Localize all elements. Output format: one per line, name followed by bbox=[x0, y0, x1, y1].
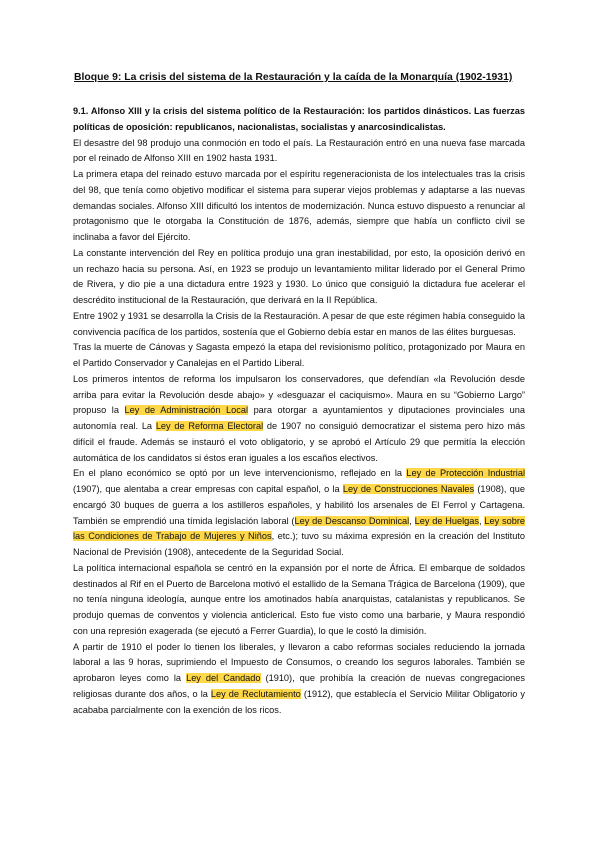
paragraph-9-text-c: (1912), que establecía el Servicio Militar Obligatorio y acababa parcialmente con la exención de los ricos. bbox=[73, 688, 525, 715]
highlight-ley-reforma-electoral: Ley de Reforma Electoral bbox=[155, 421, 264, 431]
highlight-ley-construcciones-navales: Ley de Construcciones Navales bbox=[342, 484, 475, 494]
highlight-ley-candado: Ley del Candado bbox=[186, 673, 261, 683]
section-heading: 9.1. Alfonso XIII y la crisis del sistema político de la Restauración: los partidos dinásticos. Las fuerzas políticas de oposición: republicanos, nacionalistas, socialistas y anarcosindicalistas. bbox=[73, 106, 525, 132]
paragraph-7-text-b: (1907), que alentaba a crear empresas con capital español, o la bbox=[73, 484, 343, 494]
paragraph-6-text-b: para otorgar a ayuntamientos y diputaciones provinciales una autonomía real. La bbox=[73, 405, 526, 431]
highlight-ley-condiciones-trabajo: Ley sobre las Condiciones de Trabajo de Mujeres y Niños bbox=[73, 515, 525, 542]
paragraph-6-text-c: de 1907 no consiguió democratizar el sistema pero hizo más difícil el fraude. Además se instauró el voto obligatorio, y se aprobó el Artículo 29 que permitía la elección automática de los candidatos si éstos eran iguales a los escaños electivos. bbox=[73, 421, 525, 463]
paragraph-6-text-a: Los primeros intentos de reforma los impulsaron los conservadores, que defendían «la Revolución desde arriba para evitar la Revolución desde abajo» y «desguazar el caciquismo». Maura en su “Gobierno Largo” propuso la bbox=[73, 373, 525, 416]
document-title: Bloque 9: La crisis del sistema de la Restauración y la caída de la Monarquía (1902-1931) bbox=[74, 72, 513, 83]
paragraph-9-text-a: A partir de 1910 el poder lo tienen los liberales, y llevaron a cabo reformas sociales reduciendo la jornada laboral a las 9 horas, suprimiendo el Impuesto de Consumos, o creando los seguros laborales. También se aprobaron leyes como la bbox=[73, 641, 525, 683]
paragraph-7-text-a: En el plano económico se optó por un leve intervencionismo, reflejado en la bbox=[73, 468, 407, 479]
paragraph-1: El desastre del 98 produjo una conmoción en todo el país. La Restauración entró en una nueva fase marcada por el reinado de Alfonso XIII en 1902 hasta 1931. bbox=[73, 137, 525, 164]
paragraph-9-text-b: (1910), que prohibía la creación de nuevas congregaciones religiosas durante dos años, o la bbox=[73, 673, 525, 699]
paragraph-8: La política internacional española se centró en la expansión por el norte de África. El embarque de soldados destinados al Rif en el Puerto de Barcelona motivó el estallido de la Semana Trágica de Barcelona (1909), que no tenía ninguna ideología, aunque entre los amotinados había anarquistas, catalanistas y republicanos. Se produjo quemas de conventos y violencia anticlerical. Esto fue visto como una barbarie, y Maura respondió con una represión exagerada (se ejecutó a Ferrer Guardia), lo que le costó la dimisión. bbox=[73, 562, 525, 636]
paragraph-9 bbox=[73, 640, 525, 719]
paragraph-4: Entre 1902 y 1931 se desarrolla la Crisis de la Restauración. A pesar de que este régimen había conseguido la convivencia pacífica de los partidos, sostenía que el Gobierno debía estar en manos de las élites burguesas. bbox=[73, 310, 525, 337]
highlight-ley-administracion-local: Ley de Administración Local bbox=[124, 405, 248, 416]
paragraph-7-text-d: , bbox=[409, 515, 415, 526]
paragraph-7 bbox=[73, 466, 525, 561]
paragraph-6 bbox=[73, 372, 525, 467]
highlight-ley-descanso-dominical: Ley de Descanso Dominical bbox=[294, 515, 410, 526]
highlight-ley-reclutamiento: Ley de Reclutamiento bbox=[210, 688, 301, 699]
paragraph-7-text-e: , bbox=[478, 515, 485, 526]
paragraph-2: La primera etapa del reinado estuvo marcada por el espíritu regeneracionista de los intelectuales tras la crisis del 98, que tenía como objetivo modificar el sistema para superar viejos problemas y adaptarse a las nuevas demandas sociales. Alfonso XIII dificultó los intentos de modernización. Nunca estuvo dispuesto a renunciar al protagonismo que le otorgaba la Constitución de 1876, además, siempre que había un conflicto civil se inclinaba a favor del Ejército. bbox=[73, 169, 525, 242]
highlight-ley-huelgas: Ley de Huelgas bbox=[414, 515, 479, 526]
paragraph-3: La constante intervención del Rey en política produjo una gran inestabilidad, por esto, la oposición derivó en un rechazo hacia su persona. Así, en 1923 se produjo un levantamiento militar liderado por el General Primo de Rivera, y dio pie a una dictadura entre 1923 y 1930. Lo único que consiguió la dictadura fue acelerar el descrédito institucional de la Restauración, que derivará en la II República. bbox=[73, 247, 525, 305]
paragraph-5: Tras la muerte de Cánovas y Sagasta empezó la etapa del revisionismo político, protagonizado por Maura en el Partido Conservador y Canalejas en el Partido Liberal. bbox=[73, 342, 525, 368]
document-body bbox=[73, 104, 525, 718]
highlight-ley-proteccion-industrial: Ley de Protección Industrial bbox=[406, 468, 525, 479]
paragraph-7-text-c: (1908), que encargó 30 buques de guerra a los astilleros españoles, y habilitó los arsenales de El Ferrol y Cartagena. También se emprendió una tímida legislación laboral ( bbox=[73, 484, 525, 526]
paragraph-7-text-f: , etc.); tuvo su máxima expresión en la creación del Instituto Nacional de Previsión (1908), antecedente de la Seguridad Social. bbox=[73, 531, 525, 557]
